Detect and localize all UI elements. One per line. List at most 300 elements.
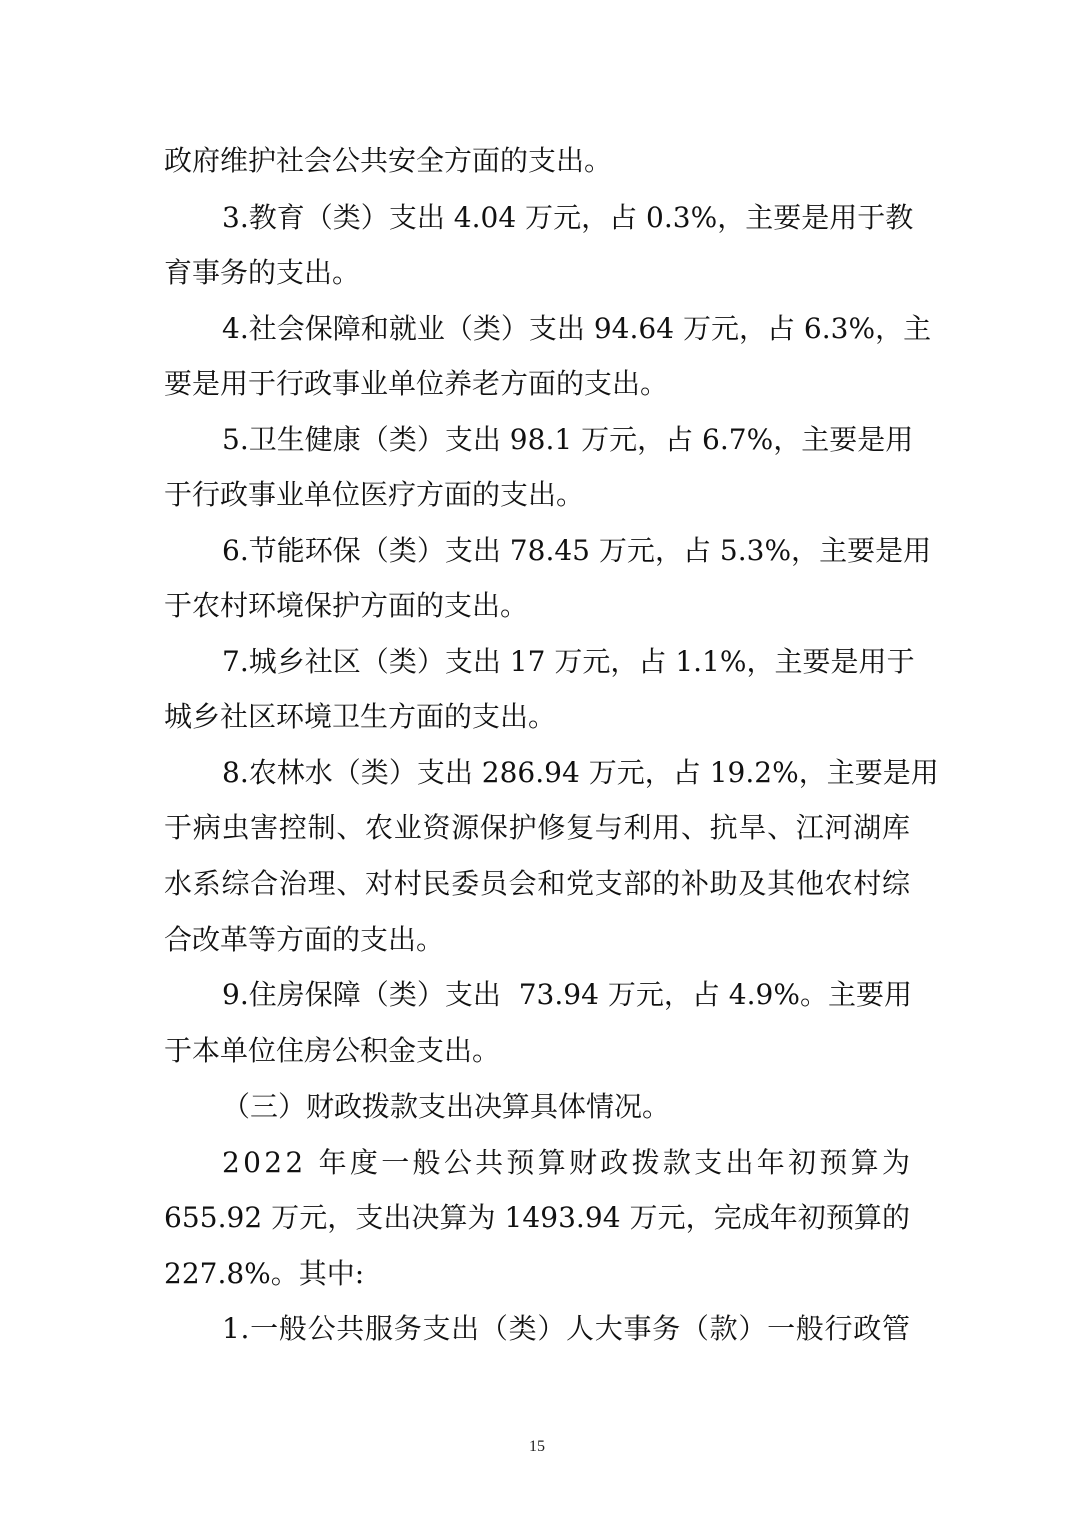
text-char: 4	[554, 534, 573, 567]
text-char: 7	[527, 645, 546, 678]
text-char: ）	[738, 1312, 767, 1345]
text-char: 类	[472, 312, 501, 345]
text-char	[501, 967, 510, 1023]
text-char: 用	[652, 811, 681, 844]
text-char: ，	[654, 534, 683, 567]
text-char: 支	[444, 978, 473, 1011]
text-char: 育	[276, 201, 305, 234]
text-char: ）	[416, 978, 445, 1011]
text-char: 3	[558, 1201, 576, 1234]
text-char	[701, 745, 710, 801]
text-char	[674, 301, 683, 357]
text-char: 算	[853, 1201, 882, 1234]
text-char: 1	[509, 645, 528, 678]
text-char: ）	[416, 645, 445, 678]
text-char: 6	[702, 423, 720, 456]
text-char: 万	[581, 423, 610, 456]
text-char: 1	[554, 423, 573, 456]
text-char: 保	[479, 811, 508, 844]
text-char: 的	[881, 1201, 910, 1234]
text-char: 度	[349, 1146, 378, 1179]
text-char: 村	[853, 867, 882, 900]
text-char: （	[360, 534, 389, 567]
text-char: 算	[439, 1201, 468, 1234]
text-char: 事	[623, 1312, 652, 1345]
text-char: 元	[635, 978, 664, 1011]
text-char: 大	[594, 1312, 623, 1345]
text-char	[599, 967, 608, 1023]
text-char: 区	[332, 645, 361, 678]
text-char: 般	[412, 1146, 441, 1179]
text-char: 3	[746, 534, 765, 567]
text-char: 出	[472, 978, 501, 1011]
text-char: 2	[264, 1146, 283, 1179]
text-char: 6	[222, 534, 240, 567]
text-char: 类	[508, 1312, 537, 1345]
text-char: 综	[881, 867, 910, 900]
text-char	[501, 412, 510, 468]
text-char: 河	[824, 811, 853, 844]
text-char: ）	[500, 312, 529, 345]
text-char: 4	[222, 312, 240, 345]
text-char: ，	[685, 1201, 714, 1234]
text-char: 、	[336, 811, 365, 844]
text-char: 控	[278, 811, 307, 844]
text-char: ，	[746, 645, 775, 678]
text-char: 类	[388, 645, 417, 678]
text-char: 类	[388, 978, 417, 1011]
text-line: 要是用于行政事业单位养老方面的支出。	[164, 367, 669, 400]
text-char: 复	[566, 811, 595, 844]
text-char: 元	[553, 201, 582, 234]
text-char: .	[663, 201, 673, 234]
text-char: 9	[727, 756, 746, 789]
text-char: %	[772, 756, 799, 789]
text-char: 出	[725, 1146, 754, 1179]
text-char: （	[304, 201, 333, 234]
text-char: 、	[336, 867, 365, 900]
text-char: 用	[910, 756, 939, 789]
text-char: 生	[276, 423, 305, 456]
text-char: 用	[829, 201, 858, 234]
text-char	[585, 301, 594, 357]
text-char: 对	[365, 867, 394, 900]
text-char: 4	[611, 312, 630, 345]
text-line	[222, 634, 915, 690]
text-char: %	[773, 978, 800, 1011]
text-char	[572, 412, 581, 468]
text-char: 用	[885, 423, 914, 456]
text-char: 人	[566, 1312, 595, 1345]
text-char: %	[848, 312, 876, 345]
text-char: 于	[164, 811, 193, 844]
text-char: 制	[307, 811, 336, 844]
text-char: 健	[304, 423, 333, 456]
text-char: 7	[728, 423, 747, 456]
text-char: 为	[467, 1201, 496, 1234]
text-char: 9	[563, 978, 582, 1011]
text-char: 障	[332, 978, 361, 1011]
text-char: ）	[360, 201, 389, 234]
text-char: （	[680, 1312, 709, 1345]
text-char: 是	[875, 534, 904, 567]
text-char: 一	[767, 1312, 796, 1345]
text-char: 9	[593, 312, 612, 345]
text-char: 支	[594, 867, 623, 900]
text-char: 万	[629, 1201, 658, 1234]
text-char: 8	[499, 756, 518, 789]
text-char: 元	[657, 1201, 686, 1234]
text-char: 初	[797, 1201, 826, 1234]
text-char: 3	[536, 978, 555, 1011]
text-char: 4	[498, 201, 517, 234]
text-char: 共	[475, 1146, 504, 1179]
text-char: ，	[663, 978, 692, 1011]
text-char: 占	[691, 978, 720, 1011]
text-char: 出	[472, 645, 501, 678]
text-char: 7	[518, 978, 537, 1011]
text-char: 和	[360, 312, 389, 345]
text-char: 党	[566, 867, 595, 900]
text-char: .	[545, 534, 555, 567]
text-char: 万	[588, 756, 617, 789]
text-char: 5	[199, 1201, 218, 1234]
text-char: 万	[554, 645, 583, 678]
text-char: 合	[250, 867, 279, 900]
text-line: 合改革等方面的支出。	[164, 923, 445, 956]
text-char: 主	[801, 423, 830, 456]
text-char: 公	[307, 1312, 336, 1345]
text-char: 出	[472, 423, 501, 456]
text-char: .	[535, 756, 545, 789]
text-char: 虫	[221, 811, 250, 844]
text-line: 育事务的支出。	[164, 256, 361, 289]
text-char: 湖	[853, 811, 882, 844]
text-char: 1	[504, 1201, 523, 1234]
text-char: 4	[602, 1201, 621, 1234]
text-line: 于本单位住房公积金支出。	[164, 1034, 501, 1067]
text-char: 能	[276, 534, 305, 567]
text-char: .	[239, 534, 249, 567]
text-char: 要	[829, 423, 858, 456]
text-char: 房	[276, 978, 305, 1011]
text-char: 主	[826, 756, 855, 789]
text-char: 4	[581, 978, 599, 1011]
text-char: 占	[638, 645, 667, 678]
text-char: 。	[799, 978, 828, 1011]
text-char: 占	[665, 423, 694, 456]
text-char: 完	[713, 1201, 742, 1234]
text-char: 农	[365, 811, 394, 844]
text-char: 成	[741, 1201, 770, 1234]
text-char: 是	[830, 645, 859, 678]
text-char: 要	[855, 978, 884, 1011]
text-char: 8	[222, 756, 240, 789]
text-char: 病	[192, 811, 221, 844]
text-char: 6	[164, 1201, 182, 1234]
text-char: 支	[694, 1146, 723, 1179]
text-char: 年	[756, 1146, 785, 1179]
text-char: 类	[360, 756, 389, 789]
text-char: 款	[709, 1312, 738, 1345]
text-char: 7	[509, 534, 528, 567]
text-char	[545, 634, 554, 690]
text-char: .	[746, 978, 756, 1011]
text-char: 主	[827, 978, 856, 1011]
text-char: 决	[411, 1201, 440, 1234]
text-char: 9	[584, 1201, 603, 1234]
text-line	[222, 967, 913, 1023]
text-char: ，	[773, 423, 802, 456]
text-char: 2	[244, 1201, 263, 1234]
text-char: .	[240, 1312, 250, 1345]
text-char: 保	[304, 978, 333, 1011]
text-line: 政府维护社会公共安全方面的支出。	[164, 144, 613, 177]
text-char: 5	[572, 534, 590, 567]
text-char: 9	[540, 1201, 559, 1234]
text-char: 于	[857, 201, 886, 234]
text-char: 员	[479, 867, 508, 900]
text-char: 一	[381, 1146, 410, 1179]
text-char: ，	[798, 756, 827, 789]
text-char: 保	[332, 534, 361, 567]
text-char: 治	[278, 867, 307, 900]
text-char: 支	[355, 1201, 384, 1234]
text-char: ，	[637, 423, 666, 456]
text-char: 害	[250, 811, 279, 844]
text-char: 主	[774, 645, 803, 678]
text-char	[795, 301, 804, 357]
text-char: ，	[791, 534, 820, 567]
text-char: （	[479, 1312, 508, 1345]
text-char: 7	[222, 645, 240, 678]
text-char: 万	[525, 201, 554, 234]
text-char: .	[719, 423, 729, 456]
text-char: 5	[181, 1201, 200, 1234]
text-char: 支	[388, 201, 417, 234]
text-char: 农	[824, 867, 853, 900]
text-char: 6	[803, 312, 822, 345]
text-char: 节	[248, 534, 277, 567]
text-char: 一	[250, 1312, 279, 1345]
text-line	[222, 523, 932, 579]
text-char: 用	[884, 978, 913, 1011]
text-char: 4	[656, 312, 675, 345]
text-char: 社	[304, 645, 333, 678]
text-char: 2	[754, 756, 773, 789]
text-line	[164, 1190, 910, 1246]
text-char: 主	[745, 201, 774, 234]
text-char: 助	[709, 867, 738, 900]
text-char: 元	[582, 645, 611, 678]
text-char: 9	[222, 978, 240, 1011]
text-char: 环	[304, 534, 333, 567]
text-char	[501, 634, 510, 690]
text-char: 元	[299, 1201, 328, 1234]
text-char: .	[239, 312, 249, 345]
text-char: 政	[853, 1312, 882, 1345]
text-line	[164, 856, 910, 912]
text-char: 3	[830, 312, 849, 345]
text-char: 教	[248, 201, 277, 234]
text-char	[711, 523, 720, 579]
text-char: 会	[276, 312, 305, 345]
text-char: 林	[276, 756, 305, 789]
text-char	[473, 745, 482, 801]
text-char: 补	[680, 867, 709, 900]
text-char: 部	[623, 867, 652, 900]
text-char: .	[239, 756, 249, 789]
text-char: 1	[702, 645, 720, 678]
text-char: 支	[444, 645, 473, 678]
text-char: 9	[226, 1201, 245, 1234]
text-char: .	[737, 534, 747, 567]
text-char	[516, 190, 525, 246]
text-char: .	[239, 645, 249, 678]
text-char: .	[217, 1201, 227, 1234]
text-char: 支	[444, 534, 473, 567]
text-char: 要	[847, 534, 876, 567]
text-line	[222, 190, 914, 246]
text-char: 4	[453, 201, 472, 234]
text-char: 9	[509, 423, 528, 456]
text-char: 民	[422, 867, 451, 900]
text-char	[510, 967, 519, 1023]
text-char: 其	[767, 867, 796, 900]
text-char: ）	[416, 534, 445, 567]
text-char: 0	[646, 201, 664, 234]
text-char: 农	[248, 756, 277, 789]
text-char: 城	[248, 645, 277, 678]
text-char: 预	[506, 1146, 535, 1179]
text-char: 万	[598, 534, 627, 567]
text-char: 0	[480, 201, 499, 234]
text-char	[666, 634, 675, 690]
text-line: 227.8%。其中:	[164, 1257, 365, 1290]
text-char: 5	[719, 534, 738, 567]
text-char: %	[719, 645, 747, 678]
text-char: ，	[644, 756, 673, 789]
text-char: 2	[481, 756, 500, 789]
text-char: 8	[527, 534, 546, 567]
text-char: 修	[537, 811, 566, 844]
text-char: 支	[528, 312, 557, 345]
text-char: 要	[854, 756, 883, 789]
text-char: 年	[769, 1201, 798, 1234]
text-char: 业	[393, 811, 422, 844]
text-char: 资	[422, 811, 451, 844]
text-char: .	[239, 423, 249, 456]
text-char: 支	[422, 1312, 451, 1345]
text-char: 财	[569, 1146, 598, 1179]
text-char: （	[360, 645, 389, 678]
text-line	[222, 412, 914, 468]
text-char: 康	[332, 423, 361, 456]
text-char: 出	[444, 756, 473, 789]
text-char: 般	[278, 1312, 307, 1345]
text-char: 他	[795, 867, 824, 900]
text-char: 服	[365, 1312, 394, 1345]
text-char: 政	[600, 1146, 629, 1179]
text-char: ）	[388, 756, 417, 789]
text-char: （	[444, 312, 473, 345]
text-char: 出	[472, 534, 501, 567]
text-char: 出	[383, 1201, 412, 1234]
text-char: ）	[416, 423, 445, 456]
text-char: （	[360, 978, 389, 1011]
text-char: 万	[682, 312, 711, 345]
text-char: .	[545, 423, 555, 456]
text-char: 款	[662, 1146, 691, 1179]
text-char: 出	[556, 312, 585, 345]
text-char: .	[239, 978, 249, 1011]
text-char: 行	[824, 1312, 853, 1345]
text-char: ，	[581, 201, 610, 234]
text-char: 共	[336, 1312, 365, 1345]
text-char: 元	[626, 534, 655, 567]
text-char: 拨	[631, 1146, 660, 1179]
text-char: 社	[248, 312, 277, 345]
text-char: 支	[416, 756, 445, 789]
text-char: 卫	[248, 423, 277, 456]
text-char: 元	[710, 312, 739, 345]
text-line: 城乡社区环境卫生方面的支出。	[164, 700, 557, 733]
text-char	[637, 190, 646, 246]
text-char: 水	[304, 756, 333, 789]
text-char: 于	[886, 645, 915, 678]
text-line	[222, 301, 932, 357]
text-char: 要	[773, 201, 802, 234]
text-char	[590, 523, 599, 579]
text-char: 元	[609, 423, 638, 456]
text-char: 初	[788, 1146, 817, 1179]
text-char: .	[693, 645, 703, 678]
text-char	[262, 1190, 271, 1246]
text-char: 是	[857, 423, 886, 456]
text-char: 出	[451, 1312, 480, 1345]
text-char: 管	[881, 1312, 910, 1345]
text-char: 为	[881, 1146, 910, 1179]
text-char: 占	[609, 201, 638, 234]
text-char: 占	[672, 756, 701, 789]
text-line	[222, 1135, 910, 1191]
text-char: 算	[850, 1146, 879, 1179]
text-char: 3	[672, 201, 691, 234]
text-char: 类	[388, 423, 417, 456]
text-char: 算	[537, 1146, 566, 1179]
text-char: 用	[903, 534, 932, 567]
text-char: 用	[858, 645, 887, 678]
text-char: 及	[738, 867, 767, 900]
text-char: .	[629, 312, 639, 345]
text-char: ，	[875, 312, 904, 345]
text-char: 预	[819, 1146, 848, 1179]
text-char: 4	[728, 978, 747, 1011]
text-char: 库	[881, 811, 910, 844]
text-char: ，	[738, 312, 767, 345]
text-char: 是	[801, 201, 830, 234]
text-char: 系	[192, 867, 221, 900]
text-char: 1	[675, 645, 694, 678]
text-char: 4	[561, 756, 580, 789]
text-char: 9	[544, 756, 562, 789]
text-char: 2	[285, 1146, 304, 1179]
text-char: 是	[882, 756, 911, 789]
text-char: 旱	[738, 811, 767, 844]
text-char: 业	[416, 312, 445, 345]
text-char: 万	[607, 978, 636, 1011]
text-char: 就	[388, 312, 417, 345]
